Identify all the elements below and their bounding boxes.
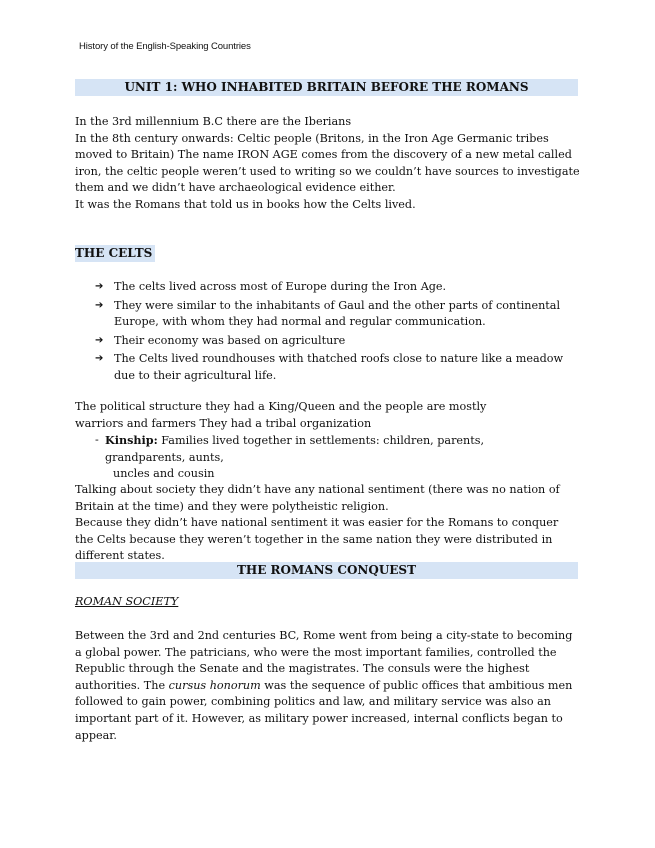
- list-item: [95, 333, 575, 350]
- society-section: [75, 482, 580, 565]
- arrow-bullet-icon: ➔: [95, 281, 104, 292]
- bullet-text: The celts lived across most of Europe during the Iron Age.: [114, 280, 447, 293]
- running-header: History of the English-Speaking Countries: [79, 41, 251, 52]
- kinship-item: [95, 432, 555, 483]
- romans-heading: THE ROMANS CONQUEST: [236, 563, 417, 577]
- roman-paragraph-part-b: was the sequence of public offices that ambitious men followed to gain power, combining politics and law, and military service was also an important part of it. However, as military power increased, internal conflicts began to appear.: [75, 678, 573, 742]
- intro-section: [75, 114, 580, 214]
- kinship-continuation: uncles and cousin: [113, 467, 215, 481]
- society-paragraph-national-sentiment: Talking about society they didn’t have any national sentiment (there was no nation of Britain at the time) and they were polytheistic religion.: [75, 483, 560, 513]
- list-item: [95, 351, 575, 384]
- kinship-term: Kinship:: [105, 433, 158, 447]
- kinship-text: Families lived together in settlements: children, parents, grandparents, aunts,: [105, 434, 485, 464]
- arrow-bullet-icon: ➔: [95, 299, 104, 311]
- roman-paragraph-part-a: Between the 3rd and 2nd centuries BC, Rome went from being a city-state to becoming a global power. The patricians, who were the most important families, controlled the Republic through the Senate and the magistrates. The consuls were the highest authorities. The: [75, 629, 573, 692]
- cursus-honorum-term: cursus honorum: [168, 678, 261, 692]
- arrow-bullet-icon: ➔: [95, 334, 104, 346]
- roman-society-paragraph: [75, 628, 580, 744]
- society-paragraph-conquest: Because they didn’t have national sentiment it was easier for the Romans to conquer the Celts because they weren’t together in the same nation they were distributed in different states.: [75, 516, 559, 563]
- bullet-text: They were similar to the inhabitants of Gaul and the other parts of continental Europe, with whom they had normal and regular communication.: [114, 298, 561, 329]
- political-structure-paragraph: The political structure they had a King/Queen and the people are mostly warriors and farmers They had a tribal organization: [75, 400, 487, 430]
- intro-line-celtic-people: In the 8th century onwards: Celtic people (Britons, in the Iron Age Germanic tribes moved to Britain) The name IRON AGE comes from the discovery of a new metal called iron, the celtic people weren’t used to writing so we couldn’t have sources to investigate them and we didn’t have archaeological evidence either.: [75, 131, 580, 195]
- bullet-text: The Celts lived roundhouses with thatched roofs close to nature like a meadow due to their agricultural life.: [114, 352, 564, 382]
- unit-title: UNIT 1: WHO INHABITED BRITAIN BEFORE THE ROMANS: [124, 80, 529, 94]
- intro-line-iberians: In the 3rd millennium B.C there are the Iberians: [75, 115, 352, 128]
- bullet-text: Their economy was based on agriculture: [114, 333, 346, 347]
- dash-bullet: -: [95, 433, 99, 446]
- list-item: [95, 298, 575, 331]
- celts-bullet-list: [95, 279, 575, 387]
- roman-society-subheading: ROMAN SOCIETY: [75, 595, 179, 608]
- list-item: [95, 279, 575, 296]
- intro-line-romans: It was the Romans that told us in books how the Celts lived.: [75, 197, 416, 211]
- celts-heading: THE CELTS: [75, 245, 155, 262]
- arrow-bullet-icon: ➔: [95, 353, 104, 365]
